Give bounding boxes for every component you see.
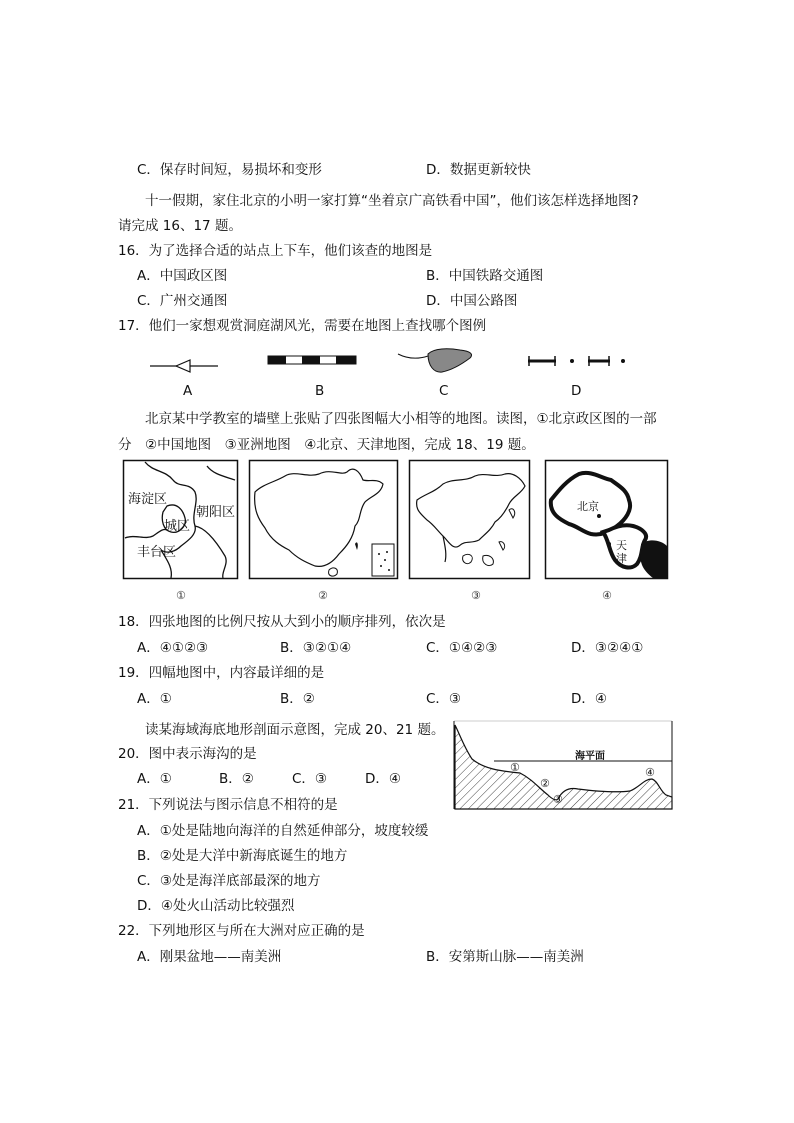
q18-option-d: D．③②④① xyxy=(571,640,644,656)
q20-option-a: A．① xyxy=(137,771,172,787)
legend-label-a: A xyxy=(183,383,193,399)
q21-option-b: B．②处是大洋中新海底诞生的地方 xyxy=(137,848,348,864)
q15-option-d: D．数据更新较快 xyxy=(426,162,531,178)
map1-label-chengqu: 城区 xyxy=(164,519,191,534)
q19-option-a: A．① xyxy=(137,691,172,707)
q19-option-d: D．④ xyxy=(571,691,607,707)
q18-option-c: C．①④②③ xyxy=(426,640,498,656)
profile-mark-4: ④ xyxy=(645,766,655,779)
legend-symbol-b-icon xyxy=(268,356,358,366)
beijing-tianjin-map xyxy=(545,460,669,580)
q21-stem: 21．下列说法与图示信息不相符的是 xyxy=(118,797,338,813)
intro-18-19-line2: 分 ②中国地图 ③亚洲地图 ④北京、天津地图，完成 18、19 题。 xyxy=(118,437,535,453)
map4-label-tian: 天 xyxy=(616,539,627,552)
q16-option-c: C．广州交通图 xyxy=(137,293,228,309)
legend-label-d: D xyxy=(571,383,582,399)
q18-option-a: A．④①②③ xyxy=(137,640,209,656)
q16-option-d: D．中国公路图 xyxy=(426,293,518,309)
intro-20-21: 读某海域海底地形剖面示意图，完成 20、21 题。 xyxy=(145,722,445,738)
legend-symbol-d-icon xyxy=(528,354,628,368)
q22-option-a: A．刚果盆地——南美洲 xyxy=(137,949,282,965)
q16-stem: 16．为了选择合适的站点上下车，他们该查的地图是 xyxy=(118,243,433,259)
q22-option-b: B．安第斯山脉——南美洲 xyxy=(426,949,584,965)
map-caption-3: ③ xyxy=(471,589,481,602)
q21-option-c: C．③处是海洋底部最深的地方 xyxy=(137,873,321,889)
map4-label-beijing: 北京 xyxy=(577,500,599,513)
q20-option-c: C．③ xyxy=(292,771,328,787)
q16-option-a: A．中国政区图 xyxy=(137,268,228,284)
map1-label-haidian: 海淀区 xyxy=(128,492,168,507)
china-map xyxy=(249,460,399,580)
q15-option-c: C．保存时间短，易损坏和变形 xyxy=(137,162,322,178)
map4-label-jin: 津 xyxy=(616,552,627,565)
asia-map xyxy=(409,460,531,580)
map-caption-1: ① xyxy=(176,589,186,602)
legend-symbol-a-icon xyxy=(150,358,220,374)
q19-option-b: B．② xyxy=(280,691,315,707)
q21-option-d: D．④处火山活动比较强烈 xyxy=(137,898,295,914)
q18-option-b: B．③②①④ xyxy=(280,640,352,656)
profile-mark-2: ② xyxy=(540,777,550,790)
legend-label-b: B xyxy=(315,383,325,399)
legend-label-c: C xyxy=(439,383,449,399)
seafloor-profile-diagram xyxy=(454,721,674,811)
profile-sea-level-label: 海平面 xyxy=(575,751,605,762)
intro-16-17-line2: 请完成 16、17 题。 xyxy=(118,218,242,234)
q17-stem: 17．他们一家想观赏洞庭湖风光，需要在地图上查找哪个图例 xyxy=(118,318,487,334)
q20-option-b: B．② xyxy=(219,771,254,787)
map-caption-4: ④ xyxy=(602,589,612,602)
q21-option-a: A．①处是陆地向海洋的自然延伸部分，坡度较缓 xyxy=(137,823,429,839)
q19-stem: 19．四幅地图中，内容最详细的是 xyxy=(118,665,325,681)
q20-stem: 20．图中表示海沟的是 xyxy=(118,746,257,762)
q22-stem: 22．下列地形区与所在大洲对应正确的是 xyxy=(118,923,365,939)
map1-label-chaoyang: 朝阳区 xyxy=(196,505,236,520)
intro-16-17-line1: 十一假期，家住北京的小明一家打算“坐着京广高铁看中国”，他们该怎样选择地图? xyxy=(145,193,639,209)
map1-label-fengtai: 丰台区 xyxy=(137,545,177,560)
profile-mark-3: ③ xyxy=(553,793,563,806)
q16-option-b: B．中国铁路交通图 xyxy=(426,268,544,284)
profile-mark-1: ① xyxy=(510,761,520,774)
intro-18-19-line1: 北京某中学教室的墙壁上张贴了四张图幅大小相等的地图。读图，①北京政区图的一部 xyxy=(145,411,657,427)
map-caption-2: ② xyxy=(318,589,328,602)
legend-symbol-c-icon xyxy=(398,346,478,378)
q20-option-d: D．④ xyxy=(365,771,401,787)
q19-option-c: C．③ xyxy=(426,691,462,707)
q18-stem: 18．四张地图的比例尺按从大到小的顺序排列，依次是 xyxy=(118,614,446,630)
